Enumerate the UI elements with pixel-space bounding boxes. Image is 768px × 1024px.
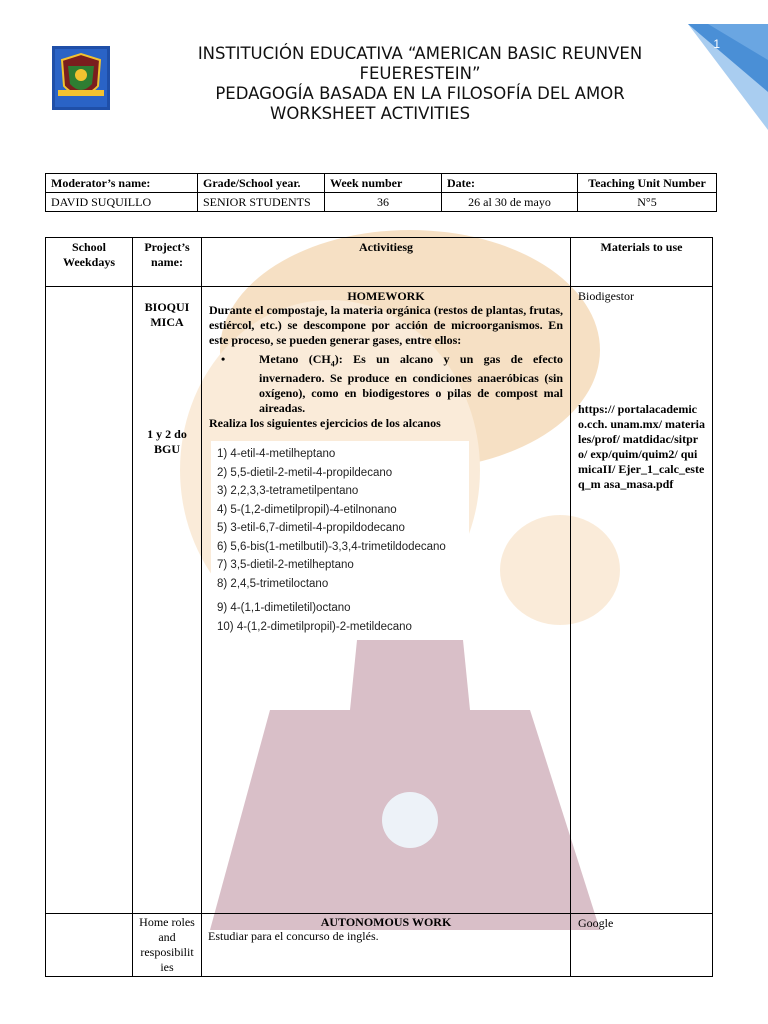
- exercise-item: 6) 5,6-bis(1-metilbutil)-3,3,4-trimetildodecano: [217, 540, 446, 553]
- autonomous-title: AUTONOMOUS WORK: [320, 915, 452, 929]
- exercise-item: 8) 2,4,5-trimetiloctano: [217, 577, 329, 590]
- autonomous-row: [46, 914, 713, 977]
- info-table: [45, 173, 717, 212]
- exercise-item: 10) 4-(1,2-dimetilpropil)-2-metildecano: [217, 620, 412, 633]
- weekday-cell-2: [46, 914, 133, 977]
- date-header: Date:: [442, 174, 578, 193]
- methane-bullet: [221, 352, 563, 416]
- header-line-4: WORKSHEET ACTIVITIES: [270, 104, 471, 123]
- project-name-line1: BIOQUI: [144, 300, 190, 314]
- school-logo-icon: [52, 46, 110, 110]
- school-header: [150, 44, 690, 124]
- exercise-item: 3) 2,2,3,3-tetrametilpentano: [217, 485, 359, 498]
- unit-header: Teaching Unit Number: [578, 174, 717, 193]
- bullet-icon: •: [221, 352, 226, 366]
- homework-intro: Durante el compostaje, la materia orgánica (restos de plantas, frutas, estiércol, etc.) se descompone por acción de microorganismos. En este proceso, se pueden generar gases, entre ellos:: [209, 303, 563, 347]
- unit-value: N°5: [578, 193, 717, 212]
- grade-line2: BGU: [153, 442, 180, 456]
- moderator-value: DAVID SUQUILLO: [46, 193, 198, 212]
- autonomous-text: Estudiar para el concurso de inglés.: [208, 929, 379, 943]
- exercise-item: 5) 3-etil-6,7-dimetil-4-propildodecano: [217, 522, 405, 535]
- homework-row: [46, 287, 713, 914]
- weekdays-header: School Weekdays: [46, 238, 133, 287]
- material-url-link[interactable]: https:// portalacademico.cch. unam.mx/ materiales/prof/ matdidac/sitpro/ exp/quim/quim2/ quimicaII/ Ejer_1_calc_esteq_m asa_masa.pdf: [578, 402, 705, 491]
- autonomous-material: Google: [571, 914, 713, 977]
- project-header: Project’s name:: [133, 238, 202, 287]
- exercise-item: 1) 4-etil-4-metilheptano: [217, 448, 336, 461]
- materials-cell: [571, 287, 713, 914]
- header-line-1: INSTITUCIÓN EDUCATIVA “AMERICAN BASIC REUNVEN: [197, 44, 643, 63]
- date-value: 26 al 30 de mayo: [442, 193, 578, 212]
- exercise-item: 7) 3,5-dietil-2-metilheptano: [217, 559, 354, 572]
- activities-table: [45, 237, 713, 977]
- grade-header: Grade/School year.: [198, 174, 325, 193]
- moderator-header: Moderator’s name:: [46, 174, 198, 193]
- project-cell: [133, 287, 202, 914]
- bullet-sub: 4: [330, 359, 335, 369]
- week-value: 36: [325, 193, 442, 212]
- activities-header-row: [46, 238, 713, 287]
- page-number: 1: [713, 37, 720, 51]
- material-biodigestor: Biodigestor: [578, 289, 634, 303]
- exercise-item: 9) 4-(1,1-dimetiletil)octano: [217, 602, 351, 615]
- exercise-instruction: Realiza los siguientes ejercicios de los alcanos: [209, 416, 441, 431]
- header-line-2: FEUERESTEIN”: [359, 64, 481, 83]
- project-name-line2: MICA: [150, 315, 184, 329]
- exercise-item: 2) 5,5-dietil-2-metil-4-propildecano: [217, 466, 393, 479]
- materials-header: Materials to use: [571, 238, 713, 287]
- bullet-post: ): Es un alcano y un gas de efecto invernadero. Se produce en condiciones anaeróbicas (sin oxígeno), como en biodigestores o pilas de compost mal aireadas.: [259, 352, 563, 416]
- corner-decoration: [688, 0, 768, 130]
- weekday-cell: [46, 287, 133, 914]
- grade-line1: 1 y 2 do: [147, 427, 187, 441]
- exercise-list: [211, 441, 469, 640]
- info-header-row: [46, 174, 717, 193]
- grade-value: SENIOR STUDENTS: [198, 193, 325, 212]
- bullet-pre: Metano (CH: [259, 352, 331, 366]
- exercise-item: 4) 5-(1,2-dimetilpropil)-4-etilnonano: [217, 503, 397, 516]
- bullet-text: [259, 352, 563, 416]
- homework-title: HOMEWORK: [347, 289, 425, 303]
- activities-cell: [202, 287, 571, 914]
- header-line-3: PEDAGOGÍA BASADA EN LA FILOSOFÍA DEL AMOR: [215, 84, 625, 103]
- activities-header: Activitiesg: [202, 238, 571, 287]
- week-header: Week number: [325, 174, 442, 193]
- autonomous-cell: [202, 914, 571, 977]
- home-roles-cell: Home roles and resposibilit ies: [133, 914, 202, 977]
- info-value-row: [46, 193, 717, 212]
